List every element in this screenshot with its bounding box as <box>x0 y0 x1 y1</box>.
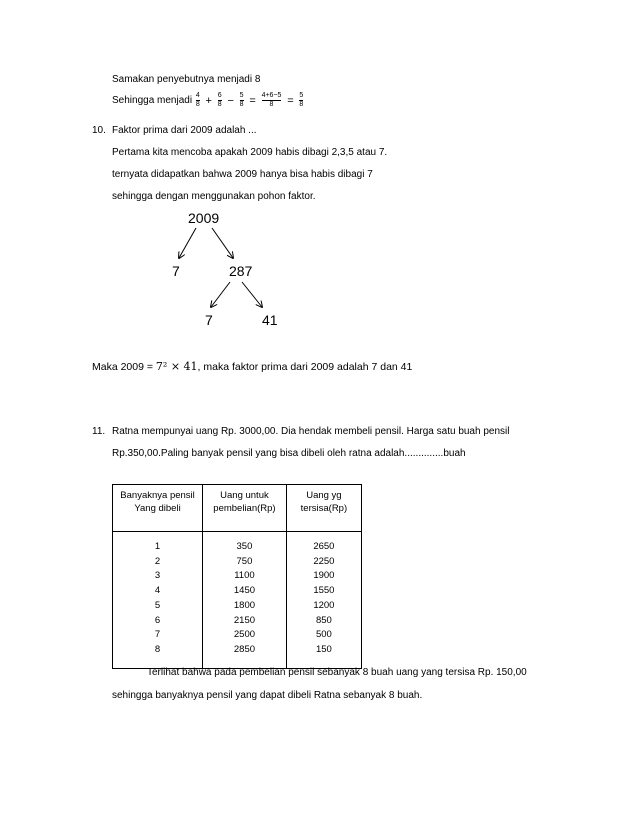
sehingga-prefix: Sehingga menjadi <box>112 95 193 106</box>
col-2-values <box>203 532 287 669</box>
fraction-2-num: 6 <box>217 92 222 99</box>
col3-cell: 2650 <box>313 541 335 552</box>
tree-root: 2009 <box>188 210 220 226</box>
header-col-1 <box>113 485 203 532</box>
header-col-2-line1: Uang untuk <box>220 490 269 501</box>
q10-number: 10. <box>92 125 106 136</box>
col1-cell: 1 <box>154 541 161 552</box>
fraction-5-den: 8 <box>299 101 304 108</box>
fraction-4-den: 8 <box>269 101 274 108</box>
col1-cell: 7 <box>154 629 161 641</box>
op-equals-1: = <box>249 94 256 107</box>
fraction-4 <box>262 92 282 109</box>
pencil-table <box>112 484 362 669</box>
line-samakan: Samakan penyebutnya menjadi 8 <box>112 74 261 85</box>
q11-after-line-2: sehingga banyaknya pensil yang dapat dibeli Ratna sebanyak 8 buah. <box>112 690 423 701</box>
tree-right-1: 287 <box>229 263 253 279</box>
fraction-1-den: 8 <box>195 101 200 108</box>
col3-cell: 1550 <box>313 585 335 597</box>
fraction-5 <box>299 92 303 109</box>
q10-text: Faktor prima dari 2009 adalah ... <box>112 125 257 136</box>
col3-cell: 500 <box>315 629 332 641</box>
fraction-1 <box>196 92 200 109</box>
tree-left-2: 7 <box>205 312 213 328</box>
col2-cell: 350 <box>236 541 253 552</box>
q10-line-2: ternyata didapatkan bahwa 2009 hanya bisa habis dibagi 7 <box>112 169 373 180</box>
col2-cell: 2850 <box>233 643 256 655</box>
header-col-1-line1: Banyaknya pensil <box>120 490 195 501</box>
fraction-5-num: 5 <box>299 92 304 99</box>
fraction-3 <box>240 92 244 109</box>
op-plus: + <box>205 94 212 107</box>
col2-cell: 1450 <box>233 585 256 597</box>
q10-line-3: sehingga dengan menggunakan pohon faktor. <box>112 191 316 202</box>
col1-cell: 4 <box>154 585 161 597</box>
tree-arrow-right-1 <box>212 228 233 258</box>
fraction-2 <box>218 92 222 109</box>
col3-cell: 850 <box>315 614 332 626</box>
tree-arrow-right-2 <box>242 282 262 307</box>
q11-line-1: Ratna mempunyai uang Rp. 3000,00. Dia hendak membeli pensil. Harga satu buah pensil <box>112 426 510 437</box>
col3-cell: 2250 <box>313 555 335 567</box>
header-col-1-line2: Yang dibeli <box>134 503 181 514</box>
tree-left-1: 7 <box>172 263 180 279</box>
op-minus: − <box>227 94 234 107</box>
fraction-2-den: 8 <box>217 101 222 108</box>
col1-cell: 5 <box>154 599 161 611</box>
q11-after-line-1: Terlihat bahwa pada pembelian pensil sebanyak 8 buah uang yang tersisa Rp. 150,00 <box>147 667 527 678</box>
header-col-2 <box>203 485 287 532</box>
col-1-values <box>113 532 203 669</box>
tree-arrow-left-1 <box>179 228 196 258</box>
tree-arrow-left-2 <box>211 282 230 307</box>
line-sehingga <box>112 92 304 109</box>
col2-cell: 1100 <box>234 570 255 582</box>
col3-cell: 150 <box>315 643 332 655</box>
q10-conclusion <box>92 360 412 373</box>
q10-line-1: Pertama kita mencoba apakah 2009 habis dibagi 2,3,5 atau 7. <box>112 147 388 158</box>
col2-cell: 1800 <box>233 599 256 611</box>
col-3-values <box>286 532 361 669</box>
col1-cell: 3 <box>154 570 161 582</box>
header-col-3-line1: Uang yg <box>306 490 342 501</box>
conclusion-math: 7² × 41 <box>155 360 198 373</box>
col1-cell: 6 <box>154 614 161 626</box>
op-equals-2: = <box>287 94 294 107</box>
fraction-1-num: 4 <box>195 92 200 99</box>
header-col-3-line2: tersisa(Rp) <box>300 503 348 514</box>
fraction-3-den: 8 <box>239 101 244 108</box>
conclusion-suffix: , maka faktor prima dari 2009 adalah 7 dan 41 <box>197 361 413 373</box>
tree-right-2: 41 <box>262 312 278 328</box>
table-header-row <box>113 485 362 532</box>
col2-cell: 2500 <box>233 629 256 641</box>
conclusion-prefix: Maka 2009 = <box>92 361 156 373</box>
col1-cell: 8 <box>154 643 161 655</box>
table-body-row <box>113 532 362 669</box>
col2-cell: 2150 <box>233 614 256 626</box>
fraction-4-num: 4+6−5 <box>261 92 282 99</box>
header-col-2-line2: pembelian(Rp) <box>213 503 276 514</box>
col2-cell: 750 <box>236 555 253 567</box>
q11-line-2: Rp.350,00.Paling banyak pensil yang bisa dibeli oleh ratna adalah..............buah <box>112 448 466 459</box>
header-col-3 <box>286 485 361 532</box>
q11-number: 11. <box>92 426 106 437</box>
col3-cell: 1200 <box>313 599 335 611</box>
col3-cell: 1900 <box>313 570 335 582</box>
fraction-3-num: 5 <box>239 92 244 99</box>
col1-cell: 2 <box>154 555 161 567</box>
